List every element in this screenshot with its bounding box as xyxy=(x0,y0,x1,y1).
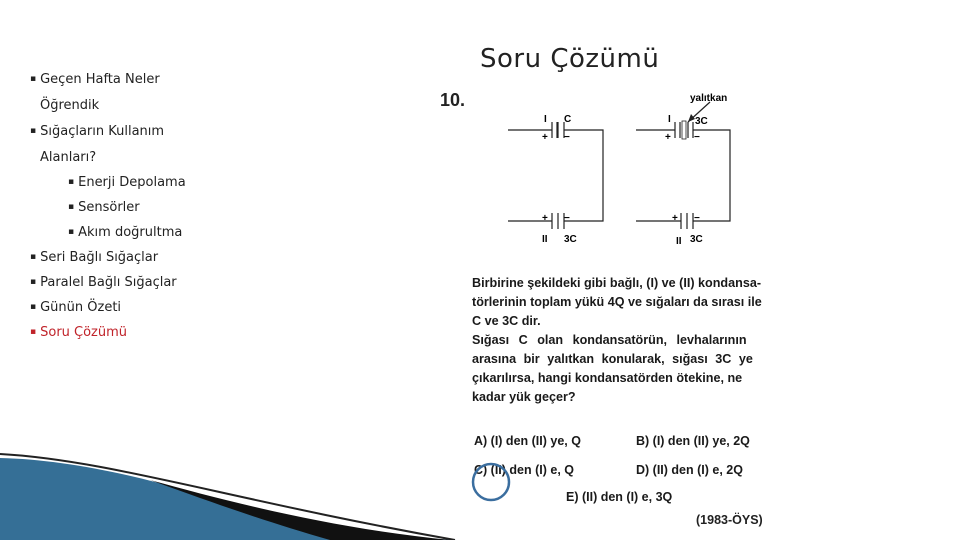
outline-item-gecen-hafta-cont: Öğrendik xyxy=(40,98,100,113)
question-text xyxy=(472,274,777,407)
option-e: E) (II) den (I) e, 3Q xyxy=(566,490,673,504)
left-bottom-plus: + xyxy=(542,213,548,224)
left-top-minus: − xyxy=(564,132,570,143)
question-line: çıkarılırsa, hangi kondansatörden ötekine, ne xyxy=(472,371,743,385)
question-number: 10. xyxy=(440,90,466,110)
outline-item-seri: ▪ Seri Bağlı Sığaçlar xyxy=(30,250,159,265)
outline-item-enerji: ▪ Enerji Depolama xyxy=(68,175,186,190)
left-top-cap-label: I xyxy=(544,114,547,125)
outline-item-ozet: ▪ Günün Özeti xyxy=(30,300,122,315)
bullet-icon: ▪ xyxy=(30,126,37,136)
right-top-minus: − xyxy=(694,132,700,143)
question-line: Sığası C olan kondansatörün, levhalarının xyxy=(472,333,747,347)
right-top-value: 3C xyxy=(695,116,708,127)
outline-item-kullanim-cont: Alanları? xyxy=(40,150,97,165)
option-d: D) (II) den (I) e, 2Q xyxy=(636,463,743,477)
answer-circle xyxy=(467,460,517,510)
right-bottom-minus: − xyxy=(694,213,700,224)
decorative-swoosh xyxy=(0,450,460,540)
right-bottom-value: 3C xyxy=(690,234,703,245)
left-bottom-value: 3C xyxy=(564,234,577,245)
right-bottom-plus: + xyxy=(672,213,678,224)
question-line: C ve 3C dir. xyxy=(472,314,541,328)
right-bottom-cap-label: II xyxy=(676,236,682,247)
outline-item-sensorler: ▪ Sensörler xyxy=(68,200,140,215)
bullet-icon: ▪ xyxy=(30,277,37,287)
left-bottom-minus: − xyxy=(564,213,570,224)
option-b: B) (I) den (II) ye, 2Q xyxy=(636,434,750,448)
question-line: arasına bir yalıtkan konularak, sığası 3C ye xyxy=(472,352,753,366)
question-line: Birbirine şekildeki gibi bağlı, (I) ve (II) kondansa- xyxy=(472,276,762,290)
left-top-plus: + xyxy=(542,132,548,143)
outline-item-kullanim: ▪ Sığaçların Kullanım xyxy=(30,124,165,139)
option-a: A) (I) den (II) ye, Q xyxy=(474,434,581,448)
left-bottom-cap-label: II xyxy=(542,234,548,245)
question-line: kadar yük geçer? xyxy=(472,390,576,404)
bullet-icon: ▪ xyxy=(30,74,37,84)
bullet-icon: ▪ xyxy=(30,302,37,312)
option-c: C) (II) den (I) e, Q xyxy=(474,463,574,477)
right-top-cap-label: I xyxy=(668,114,671,125)
bullet-icon: ▪ xyxy=(68,202,75,212)
left-top-value: C xyxy=(564,114,572,125)
outline-item-akim: ▪ Akım doğrultma xyxy=(68,225,183,240)
question-line: törlerinin toplam yükü 4Q ve sığaları da sırası ile xyxy=(472,295,762,309)
outline-item-soru-cozumu: ▪ Soru Çözümü xyxy=(30,325,128,340)
bullet-icon: ▪ xyxy=(30,252,37,262)
slide-title: Soru Çözümü xyxy=(480,44,660,74)
outline-item-gecen-hafta: ▪ Geçen Hafta Neler xyxy=(30,72,160,87)
bullet-icon: ▪ xyxy=(30,327,37,337)
insulator-label: yalıtkan xyxy=(690,93,728,104)
question-source: (1983-ÖYS) xyxy=(696,513,763,527)
bullet-icon: ▪ xyxy=(68,227,75,237)
bullet-icon: ▪ xyxy=(68,177,75,187)
outline-item-paralel: ▪ Paralel Bağlı Sığaçlar xyxy=(30,275,177,290)
circuit-diagram xyxy=(500,88,780,248)
right-top-plus: + xyxy=(665,132,671,143)
